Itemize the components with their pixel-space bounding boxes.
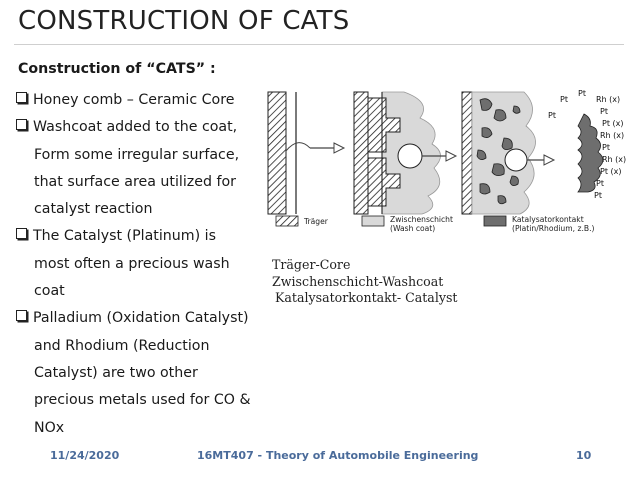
bullet-line: precious metals used for CO & [34, 392, 251, 409]
checkbox-bullet-icon [16, 119, 27, 130]
bullet-line: catalyst reaction [34, 201, 153, 218]
metal-label: Rh (x) [600, 131, 625, 140]
bullet-item: Palladium (Oxidation Catalyst) [16, 305, 271, 332]
caption-washcoat: Zwischenschicht-Washcoat [272, 273, 444, 289]
bullet-item: The Catalyst (Platinum) is [16, 223, 271, 250]
diagram-legend [276, 215, 594, 233]
slide-title: CONSTRUCTION OF CATS [18, 6, 350, 36]
legend-platin-rhodium: (Platin/Rhodium, z.B.) [512, 224, 595, 233]
checkbox-bullet-icon [16, 228, 27, 239]
bullet-list [16, 87, 271, 442]
bullet-item: Washcoat added to the coat, [16, 114, 271, 141]
metal-label: Pt [596, 179, 604, 188]
metal-label: Pt (x) [600, 167, 622, 176]
layer-captions [272, 257, 458, 307]
metal-label: Pt [600, 107, 608, 116]
metal-label: Pt (x) [602, 119, 624, 128]
metal-label: Rh (x) [596, 95, 621, 104]
bullet-item: Honey comb – Ceramic Core [16, 87, 271, 114]
metal-label: Pt [602, 143, 610, 152]
metal-label: Pt [560, 95, 568, 104]
checkbox-bullet-icon [16, 92, 27, 103]
legend-katalysatorkontakt: Katalysatorkontakt [512, 215, 584, 224]
footer-page-number: 10 [576, 449, 592, 462]
bullet-line: that surface area utilized for [34, 173, 236, 190]
title-divider [14, 44, 624, 45]
catalyst-panel [462, 92, 554, 214]
subheading: Construction of “CATS” : [18, 61, 216, 77]
active-sites-panel [548, 89, 626, 200]
washcoat-swatch [362, 216, 384, 226]
legend-zwischenschicht: Zwischenschicht [390, 215, 453, 224]
bullet-line: Form some irregular surface, [34, 146, 240, 163]
bullet-line: NOx [34, 419, 65, 436]
bullet-line: and Rhodium (Reduction [34, 337, 210, 354]
legend-traeger: Träger [304, 217, 328, 226]
metal-label: Pt [578, 89, 586, 98]
checkbox-bullet-icon [16, 310, 27, 321]
caption-core: Träger-Core [272, 257, 351, 272]
legend-washcoat: (Wash coat) [390, 224, 436, 233]
metal-label: Rh (x) [602, 155, 627, 164]
caption-catalyst: Katalysatorkontakt- Catalyst [275, 290, 458, 305]
substrate-swatch [276, 216, 298, 226]
bullet-line: Catalyst) are two other [34, 364, 198, 381]
metal-label: Pt [594, 191, 602, 200]
bullet-line: coat [34, 283, 65, 300]
catalyst-swatch [484, 216, 506, 226]
substrate-panel [268, 92, 344, 214]
washcoat-panel [354, 92, 456, 214]
bullet-line: most often a precious wash [34, 255, 230, 272]
catalyst-structure-diagram [262, 88, 632, 246]
footer-course: 16MT407 - Theory of Automobile Engineering [197, 449, 479, 462]
footer-date: 11/24/2020 [50, 449, 120, 462]
metal-label: Pt [548, 111, 556, 120]
